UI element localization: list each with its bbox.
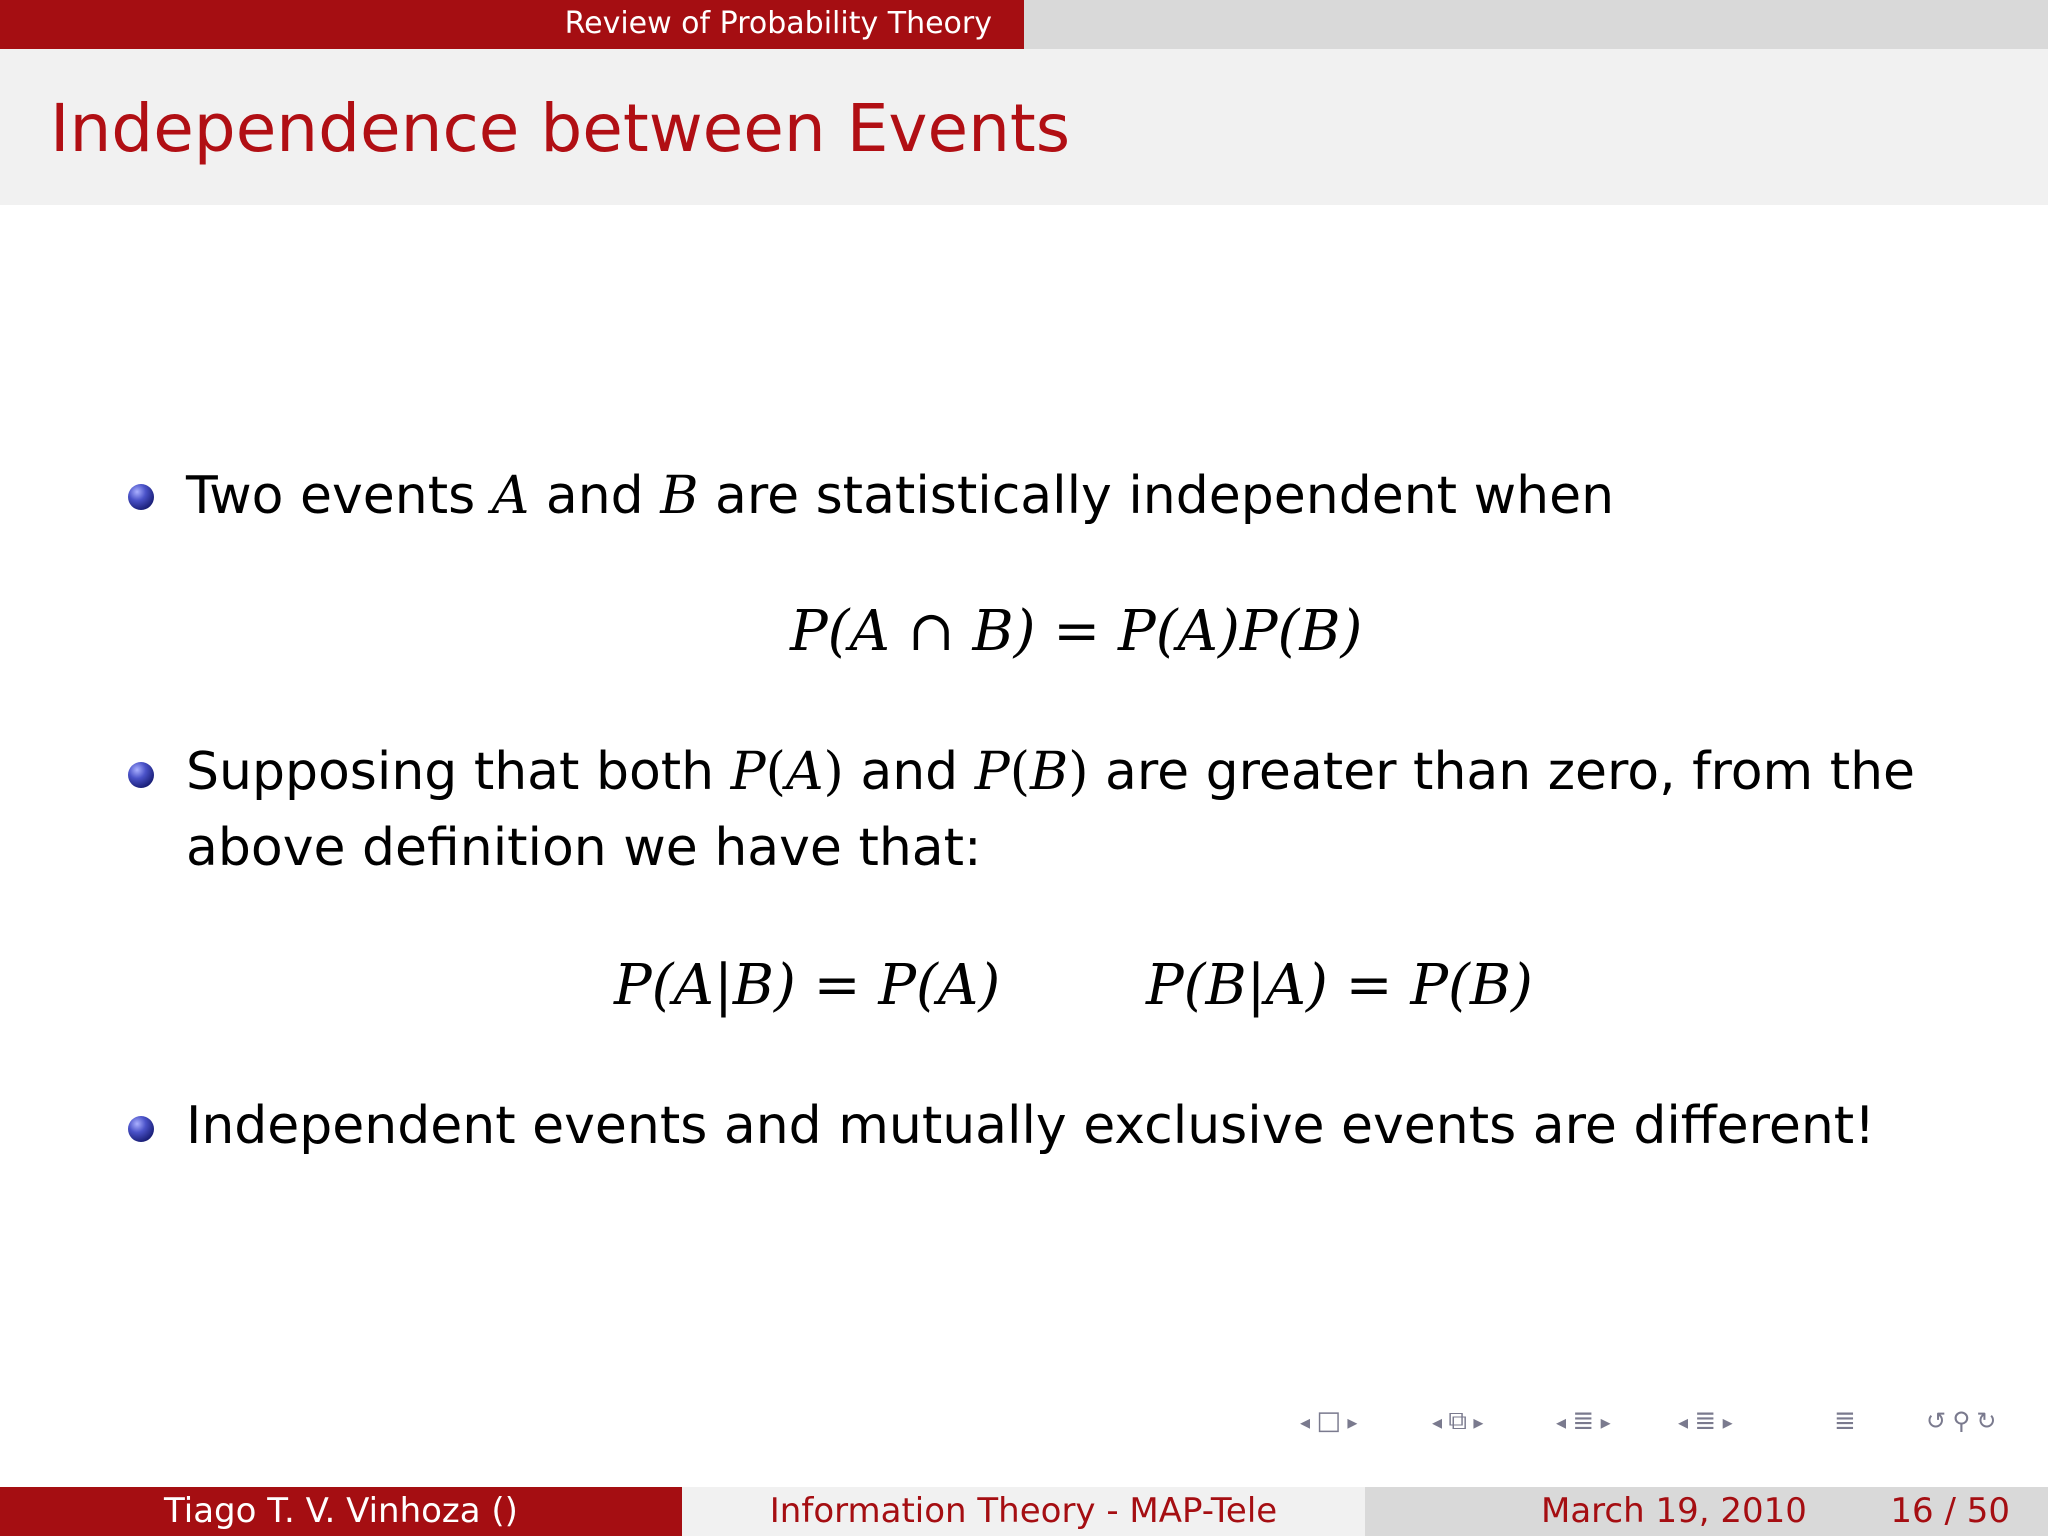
math-paren: ): [1068, 742, 1089, 802]
bullet-1-part: and: [529, 466, 661, 526]
math-var: A: [491, 466, 530, 526]
nav-next-section-icon[interactable]: ▸: [1600, 1410, 1611, 1434]
math-var: P: [974, 742, 1010, 802]
bullet-3-text: Independent events and mutually exclusive events are different!: [186, 1096, 1876, 1156]
math-paren: (: [765, 742, 786, 802]
document-nav: [1678, 1405, 1733, 1437]
bullet-icon: [128, 1116, 154, 1142]
nav-prev-frame-icon[interactable]: ◂: [1300, 1410, 1311, 1434]
nav-back-icon[interactable]: ↺: [1926, 1407, 1947, 1435]
math-var: B: [660, 466, 699, 526]
nav-next-subsection-icon[interactable]: ▸: [1473, 1410, 1484, 1434]
bullet-1-part: Two events: [186, 466, 492, 526]
top-header-bar: [0, 0, 2048, 49]
formula-conditional-b: P(B|A) = P(B): [1146, 953, 1533, 1018]
math-var: A: [785, 742, 824, 802]
nav-forward-icon[interactable]: ↻: [1976, 1407, 1997, 1435]
navigation-symbols: [1300, 1405, 2040, 1437]
bullet-1-text: [186, 458, 1614, 534]
formula-independence: P(A ∩ B) = P(A)P(B): [790, 599, 1363, 664]
footer-title[interactable]: Information Theory - MAP-Tele: [682, 1487, 1365, 1536]
subsection-nav: [1432, 1405, 1483, 1437]
math-var: P: [730, 742, 766, 802]
nav-subsection-icon[interactable]: ⧉: [1448, 1406, 1467, 1436]
search-nav: [1926, 1405, 1997, 1437]
nav-prev-section-icon[interactable]: ◂: [1556, 1410, 1567, 1434]
bullet-2-part: and: [843, 742, 975, 802]
bullet-1-part: are statistically independent when: [698, 466, 1615, 526]
bullet-2-part: are greater than zero, from the: [1088, 742, 1916, 802]
footer-date-page: [1365, 1487, 2048, 1536]
nav-prev-subsection-icon[interactable]: ◂: [1432, 1410, 1443, 1434]
formula-conditional-a: P(A|B) = P(A): [614, 953, 1001, 1018]
nav-next-doc-icon[interactable]: ▸: [1722, 1410, 1733, 1434]
bullet-icon: [128, 484, 154, 510]
nav-frame-icon[interactable]: □: [1316, 1406, 1341, 1436]
nav-doc-icon[interactable]: ≣: [1694, 1406, 1717, 1436]
math-paren: (: [1009, 742, 1030, 802]
nav-search-icon[interactable]: ⚲: [1952, 1407, 1971, 1435]
section-nav: [1556, 1405, 1611, 1437]
nav-prev-doc-icon[interactable]: ◂: [1678, 1410, 1689, 1434]
bullet-2-text: [186, 734, 1915, 810]
nav-next-frame-icon[interactable]: ▸: [1347, 1410, 1358, 1434]
toc-nav: [1834, 1405, 1856, 1437]
footer-page-number: 16 / 50: [1890, 1491, 2010, 1531]
footer-bar: [0, 1487, 2048, 1536]
section-tab[interactable]: Review of Probability Theory: [0, 0, 1024, 49]
footer-date: March 19, 2010: [1541, 1491, 1807, 1531]
math-paren: ): [823, 742, 844, 802]
frame-nav: [1300, 1405, 1357, 1437]
math-var: B: [1030, 742, 1069, 802]
bullet-2-part: Supposing that both: [186, 742, 731, 802]
bullet-2-line2: above definition we have that:: [186, 818, 982, 878]
footer-author[interactable]: Tiago T. V. Vinhoza (): [0, 1487, 682, 1536]
nav-section-icon[interactable]: ≣: [1572, 1406, 1595, 1436]
bullet-icon: [128, 762, 154, 788]
slide-title: Independence between Events: [50, 90, 1071, 167]
nav-toc-icon[interactable]: ≣: [1834, 1406, 1856, 1436]
